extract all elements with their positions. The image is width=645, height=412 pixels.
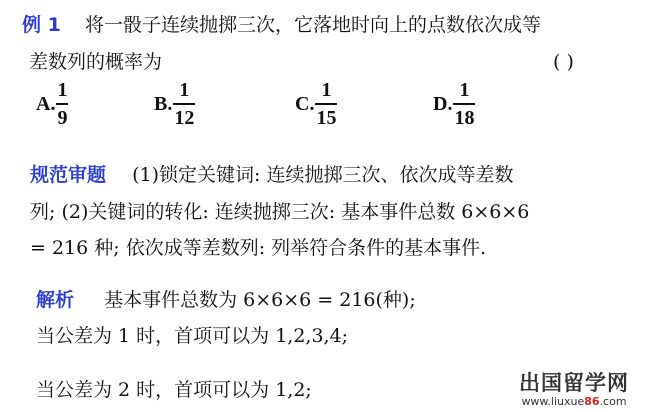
example-line-1 — [22, 13, 541, 37]
option-c-numerator: 1 — [321, 79, 332, 101]
option-c[interactable] — [295, 76, 337, 132]
option-a-fraction — [56, 79, 68, 129]
solution-text-2: 当公差为 1 时，首项可以为 1,2,3,4; — [36, 325, 349, 347]
option-a[interactable] — [36, 76, 68, 132]
option-d-letter: D. — [433, 92, 453, 115]
option-b-letter: B. — [154, 92, 173, 115]
option-a-numerator: 1 — [57, 79, 68, 101]
review-text-2: 列; (2)关键词的转化: 连续抛掷三次: 基本事件总数 6×6×6 — [30, 201, 530, 223]
example-question-text: 将一骰子连续抛掷三次，它落地时向上的点数依次成等 — [84, 14, 541, 36]
review-line-1 — [30, 163, 513, 187]
option-b[interactable] — [154, 76, 195, 132]
solution-text-3: 当公差为 2 时，首项可以为 1,2; — [36, 379, 312, 401]
option-d[interactable] — [433, 76, 475, 132]
option-d-numerator: 1 — [459, 79, 470, 101]
option-c-letter: C. — [295, 92, 315, 115]
solution-label: 解析 — [36, 289, 75, 311]
fraction-bar — [173, 103, 195, 105]
example-question-text-2: 差数列的概率为 — [29, 51, 163, 73]
option-b-denominator: 12 — [174, 107, 195, 129]
review-text-1: (1)锁定关键词: 连续抛掷三次、依次成等差数 — [132, 164, 514, 186]
solution-text-1: 基本事件总数为 6×6×6 = 216(种); — [104, 289, 416, 311]
fraction-bar — [315, 103, 337, 105]
example-label: 例 1 — [22, 14, 61, 36]
fraction-bar — [56, 103, 68, 105]
option-c-denominator: 15 — [316, 107, 337, 129]
review-text-3: = 216 种; 依次成等差数列: 列举符合条件的基本事件. — [30, 237, 487, 259]
option-b-fraction — [173, 79, 195, 129]
option-a-denominator: 9 — [57, 107, 68, 129]
answer-paren: ( ) — [553, 51, 574, 73]
option-d-fraction — [453, 79, 475, 129]
fraction-bar — [453, 103, 475, 105]
option-c-fraction — [315, 79, 337, 129]
solution-line-1 — [36, 288, 416, 312]
watermark-text: 出国留学网 — [519, 371, 629, 395]
option-d-denominator: 18 — [454, 107, 475, 129]
review-label: 规范审题 — [30, 164, 107, 186]
watermark-url: www.liuxue86.com — [521, 395, 627, 408]
watermark-logo — [509, 371, 639, 408]
option-a-letter: A. — [36, 92, 56, 115]
option-b-numerator: 1 — [179, 79, 190, 101]
